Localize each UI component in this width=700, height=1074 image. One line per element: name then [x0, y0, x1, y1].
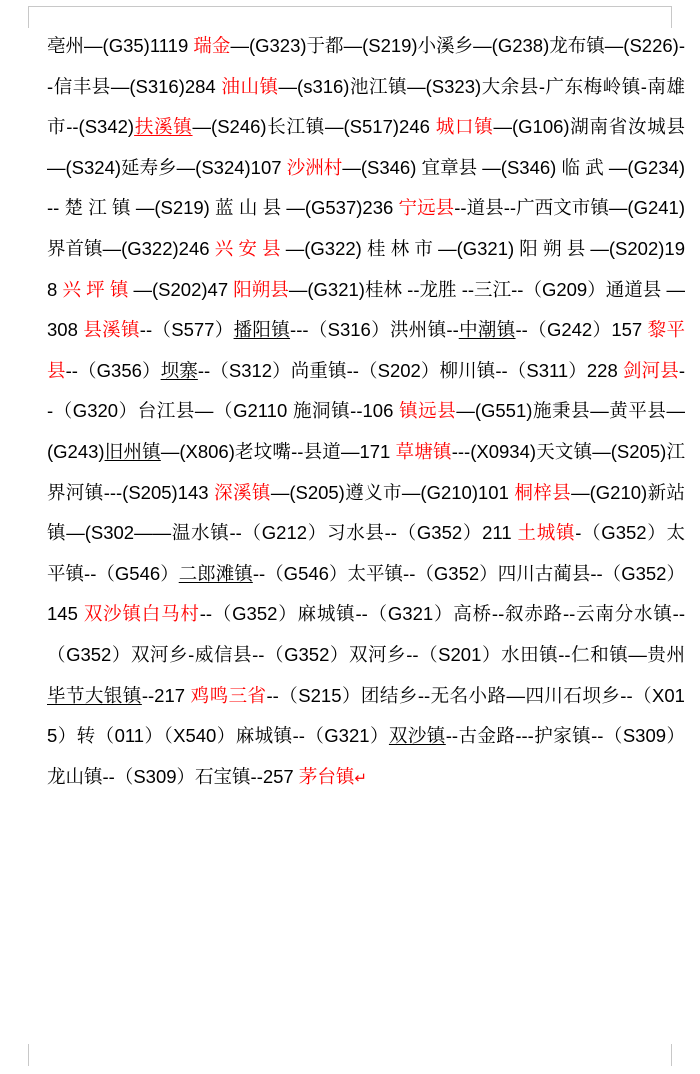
- text-segment: -（G352）太平镇--（G546）: [47, 522, 686, 584]
- text-segment-underlined: 播阳镇: [233, 319, 291, 341]
- text-segment: --（S215）团结乡--无名小路—四川石坝乡--（X015）转（011）（X540）麻城镇--（G321）: [47, 684, 685, 747]
- text-segment-highlighted: 阳朔县: [233, 278, 289, 300]
- text-segment-underlined: 二郎滩镇: [178, 562, 253, 584]
- text-segment-highlighted: 城口镇: [435, 116, 494, 138]
- text-segment-underlined: 中潮镇: [458, 319, 516, 341]
- text-segment: ---(X0934)天文镇—(S205)江界河镇---(S205)143: [47, 440, 685, 503]
- paragraph-end-mark: ↵: [354, 769, 367, 787]
- text-segment-highlighted: 黎平县: [47, 319, 685, 381]
- text-segment: --（G356）: [65, 359, 161, 381]
- page-frame-right-mark: [671, 6, 672, 28]
- text-segment: --（G242）157: [515, 319, 648, 341]
- text-segment: --217: [141, 684, 191, 706]
- text-segment-highlighted: 镇远县: [399, 400, 457, 422]
- text-segment-highlighted: 茅台镇: [298, 765, 355, 787]
- text-segment-highlighted: 深溪镇: [214, 481, 271, 503]
- text-segment-highlighted: 兴 坪 镇: [62, 278, 129, 300]
- text-segment-highlighted: 瑞金: [193, 35, 231, 56]
- page-frame-bottom-left-mark: [28, 1044, 29, 1066]
- text-segment-highlighted: 县溪镇: [83, 319, 140, 341]
- text-segment: --（S577）: [139, 319, 234, 341]
- text-segment: 亳州—(G35)1119: [47, 35, 194, 56]
- text-segment-highlighted: 鸡鸣三省: [190, 684, 267, 706]
- text-segment-highlighted: 油山镇: [221, 75, 279, 97]
- text-segment-highlighted-underlined: 扶溪镇: [134, 116, 193, 138]
- text-segment-underlined: 旧州镇: [104, 440, 161, 462]
- text-segment: --（G320）台江县—（G2110 施洞镇--106: [47, 359, 685, 422]
- text-segment-highlighted: 草塘镇: [395, 440, 452, 462]
- text-segment: —(G321)桂林 --龙胜 --三江--（G209）通道县 —308: [47, 278, 685, 341]
- text-segment: --（G352）麻城镇--（G321）高桥--叙赤路--云南分水镇--（G352）双河乡-威信县--（G352）双河乡--（S201）水田镇--仁和镇—贵州: [47, 603, 685, 665]
- text-segment-highlighted: 兴 安 县: [214, 237, 281, 259]
- page-frame-bottom-right-mark: [671, 1044, 672, 1066]
- page-frame-left-mark: [28, 6, 29, 28]
- text-segment-highlighted: 桐梓县: [514, 481, 572, 503]
- text-segment: —(G323)于都—(S219)小溪乡—(G238)龙布镇—(S226)--信丰县—(S316)284: [47, 35, 685, 97]
- text-segment: —(s316)池江镇—(S323)大余县-广东梅岭镇-南雄市--(S342): [47, 75, 685, 138]
- text-segment: --道县--广西文市镇—(G241)界首镇—(G322)246: [47, 197, 685, 259]
- text-segment: --（G546）太平镇--（G352）四川古蔺县--（G352）145: [47, 562, 685, 625]
- text-segment: ---（S316）洪州镇--: [290, 319, 459, 341]
- text-segment-highlighted: 剑河县: [623, 359, 679, 381]
- text-segment: --（S312）尚重镇--（S202）柳川镇--（S311）228: [197, 359, 623, 381]
- text-segment-underlined: 双沙镇: [388, 725, 446, 747]
- text-segment: —(G322) 桂 林 市 —(G321) 阳 朔 县 —(S202)198: [47, 237, 685, 300]
- text-segment: —(G106)湖南省汝城县—(S324)延寿乡—(S324)107: [47, 116, 685, 178]
- text-segment-highlighted: 双沙镇白马村: [83, 603, 200, 625]
- text-segment: —(S205)遵义市—(G210)101: [270, 481, 515, 503]
- text-segment-underlined: 坝寨: [160, 359, 198, 381]
- text-segment: --古金路---护家镇--（S309）龙山镇--（S309）石宝镇--257: [47, 725, 685, 787]
- text-segment: —(G210)新站镇—(S302——温水镇--（G212）习水县--（G352）211: [47, 481, 685, 544]
- text-segment-highlighted: 土城镇: [517, 522, 576, 544]
- text-segment: —(S202)47: [128, 278, 234, 300]
- text-segment-highlighted: 宁远县: [398, 197, 455, 219]
- text-segment: —(X806)老坟嘴--县道—171: [160, 440, 396, 462]
- text-segment-highlighted: 沙洲村: [286, 156, 343, 178]
- route-itinerary-paragraph: [47, 26, 685, 799]
- text-segment-underlined: 毕节大银镇: [47, 684, 142, 706]
- page-frame-top-line: [28, 6, 672, 7]
- text-segment: —(S246)长江镇—(S517)246: [192, 116, 436, 138]
- text-segment: —(S346) 宜章县 —(S346) 临 武 —(G234)-- 楚 江 镇 —(S219) 蓝 山 县 —(G537)236: [47, 156, 685, 219]
- text-segment: —(G551)施秉县—黄平县—(G243): [47, 400, 685, 462]
